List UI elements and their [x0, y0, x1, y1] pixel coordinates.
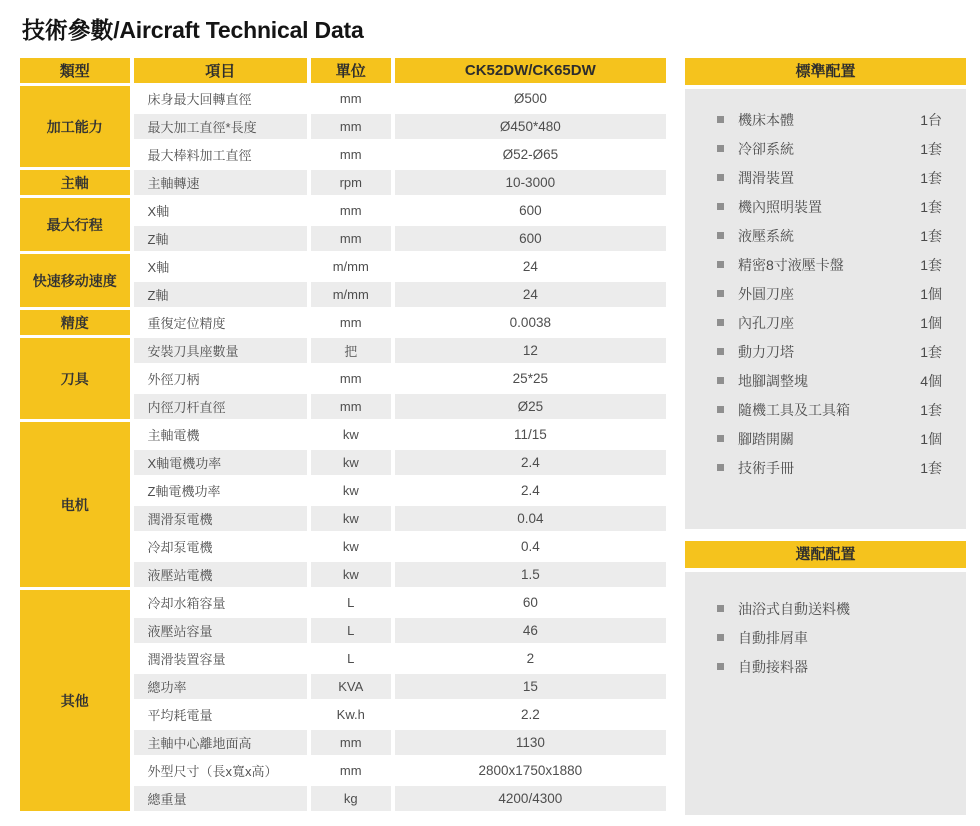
config-item-qty: 1套: [920, 169, 942, 186]
unit-cell: Kw.h: [311, 702, 391, 727]
table-row: [20, 310, 666, 335]
standard-config-list: [685, 89, 966, 529]
side-panels: [685, 58, 966, 815]
standard-config-header: 標準配置: [685, 58, 966, 85]
config-item-label: 冷卻系統: [738, 140, 794, 157]
config-item-label: 隨機工具及工具箱: [738, 401, 850, 418]
value-cell: 11/15: [395, 422, 666, 447]
value-cell: 0.0038: [395, 310, 666, 335]
square-bullet-icon: [717, 203, 724, 210]
config-item-label: 腳踏開關: [738, 430, 794, 447]
list-item: [705, 105, 948, 134]
square-bullet-icon: [717, 464, 724, 471]
unit-cell: KVA: [311, 674, 391, 699]
value-cell: Ø500: [395, 86, 666, 111]
category-cell: 主軸: [20, 170, 130, 195]
value-cell: 2.2: [395, 702, 666, 727]
config-item-qty: 4個: [920, 372, 942, 389]
item-cell: 外型尺寸（長x寬x高）: [134, 758, 307, 783]
optional-config-list: [685, 572, 966, 815]
list-item: [705, 424, 948, 453]
unit-cell: kw: [311, 506, 391, 531]
category-cell: 电机: [20, 422, 130, 587]
value-cell: 24: [395, 282, 666, 307]
config-item-label: 液壓系統: [738, 227, 794, 244]
value-cell: 4200/4300: [395, 786, 666, 811]
list-item: [705, 594, 948, 623]
unit-cell: mm: [311, 198, 391, 223]
config-item-qty: 1個: [920, 285, 942, 302]
category-cell: 其他: [20, 590, 130, 811]
value-cell: 1.5: [395, 562, 666, 587]
category-cell: 精度: [20, 310, 130, 335]
col-header-category: 類型: [20, 58, 130, 83]
list-item: [705, 453, 948, 482]
unit-cell: kw: [311, 478, 391, 503]
config-item-label: 自動接料器: [738, 658, 808, 675]
config-item-label: 精密8寸液壓卡盤: [738, 256, 844, 273]
item-cell: 平均耗電量: [134, 702, 307, 727]
unit-cell: mm: [311, 758, 391, 783]
item-cell: 主軸電機: [134, 422, 307, 447]
table-header-row: [20, 58, 666, 83]
config-item-qty: 1個: [920, 430, 942, 447]
square-bullet-icon: [717, 634, 724, 641]
unit-cell: kw: [311, 450, 391, 475]
square-bullet-icon: [717, 290, 724, 297]
table-row: [20, 170, 666, 195]
value-cell: 2800x1750x1880: [395, 758, 666, 783]
unit-cell: rpm: [311, 170, 391, 195]
unit-cell: m/mm: [311, 282, 391, 307]
item-cell: X軸: [134, 254, 307, 279]
item-cell: 主軸中心離地面高: [134, 730, 307, 755]
category-cell: 快速移动速度: [20, 254, 130, 307]
item-cell: 潤滑装置容量: [134, 646, 307, 671]
optional-config-header: 選配配置: [685, 541, 966, 568]
item-cell: Z軸: [134, 226, 307, 251]
spec-table: [16, 55, 670, 814]
unit-cell: kw: [311, 534, 391, 559]
square-bullet-icon: [717, 145, 724, 152]
optional-config-panel: [685, 541, 966, 815]
list-item: [705, 395, 948, 424]
config-item-qty: 1套: [920, 198, 942, 215]
item-cell: 總功率: [134, 674, 307, 699]
list-item: [705, 623, 948, 652]
list-item: [705, 134, 948, 163]
unit-cell: m/mm: [311, 254, 391, 279]
square-bullet-icon: [717, 663, 724, 670]
content-area: [20, 58, 966, 815]
table-row: [20, 422, 666, 447]
square-bullet-icon: [717, 605, 724, 612]
unit-cell: mm: [311, 366, 391, 391]
square-bullet-icon: [717, 377, 724, 384]
config-item-label: 內孔刀座: [738, 314, 794, 331]
value-cell: 2.4: [395, 450, 666, 475]
table-row: [20, 338, 666, 363]
col-header-item: 項目: [134, 58, 307, 83]
unit-cell: kw: [311, 562, 391, 587]
value-cell: 12: [395, 338, 666, 363]
category-cell: 加工能力: [20, 86, 130, 167]
item-cell: 床身最大回轉直徑: [134, 86, 307, 111]
list-item: [705, 192, 948, 221]
square-bullet-icon: [717, 261, 724, 268]
item-cell: 潤滑泵電機: [134, 506, 307, 531]
list-item: [705, 163, 948, 192]
square-bullet-icon: [717, 174, 724, 181]
value-cell: 15: [395, 674, 666, 699]
unit-cell: L: [311, 646, 391, 671]
category-cell: 刀具: [20, 338, 130, 419]
value-cell: Ø25: [395, 394, 666, 419]
config-item-qty: 1套: [920, 459, 942, 476]
item-cell: 總重量: [134, 786, 307, 811]
category-cell: 最大行程: [20, 198, 130, 251]
config-item-qty: 1套: [920, 401, 942, 418]
table-row: [20, 198, 666, 223]
unit-cell: L: [311, 590, 391, 615]
item-cell: Z軸: [134, 282, 307, 307]
value-cell: 0.4: [395, 534, 666, 559]
table-row: [20, 86, 666, 111]
square-bullet-icon: [717, 116, 724, 123]
value-cell: 46: [395, 618, 666, 643]
col-header-model: CK52DW/CK65DW: [395, 58, 666, 83]
value-cell: 10-3000: [395, 170, 666, 195]
list-item: [705, 250, 948, 279]
page-title: 技術參數/Aircraft Technical Data: [22, 17, 364, 43]
config-item-label: 地腳調整塊: [738, 372, 808, 389]
item-cell: 最大棒料加工直徑: [134, 142, 307, 167]
item-cell: 重復定位精度: [134, 310, 307, 335]
value-cell: 600: [395, 226, 666, 251]
list-item: [705, 221, 948, 250]
col-header-unit: 單位: [311, 58, 391, 83]
config-item-qty: 1套: [920, 256, 942, 273]
table-row: [20, 254, 666, 279]
config-item-label: 技術手冊: [738, 459, 794, 476]
standard-config-panel: [685, 58, 966, 529]
unit-cell: mm: [311, 730, 391, 755]
list-item: [705, 652, 948, 681]
value-cell: 0.04: [395, 506, 666, 531]
config-item-qty: 1套: [920, 140, 942, 157]
value-cell: Ø450*480: [395, 114, 666, 139]
value-cell: 600: [395, 198, 666, 223]
table-row: [20, 590, 666, 615]
unit-cell: mm: [311, 226, 391, 251]
value-cell: 60: [395, 590, 666, 615]
item-cell: 冷却泵電機: [134, 534, 307, 559]
value-cell: 24: [395, 254, 666, 279]
unit-cell: kw: [311, 422, 391, 447]
item-cell: 液壓站容量: [134, 618, 307, 643]
item-cell: 主軸轉速: [134, 170, 307, 195]
square-bullet-icon: [717, 232, 724, 239]
item-cell: 最大加工直徑*長度: [134, 114, 307, 139]
square-bullet-icon: [717, 435, 724, 442]
unit-cell: mm: [311, 86, 391, 111]
config-item-label: 潤滑裝置: [738, 169, 794, 186]
config-item-label: 自動排屑車: [738, 629, 808, 646]
config-item-label: 動力刀塔: [738, 343, 794, 360]
unit-cell: kg: [311, 786, 391, 811]
unit-cell: L: [311, 618, 391, 643]
config-item-label: 外圓刀座: [738, 285, 794, 302]
list-item: [705, 366, 948, 395]
config-item-label: 機床本體: [738, 111, 794, 128]
unit-cell: mm: [311, 114, 391, 139]
item-cell: 内徑刀杆直徑: [134, 394, 307, 419]
square-bullet-icon: [717, 348, 724, 355]
config-item-label: 機內照明裝置: [738, 198, 822, 215]
config-item-qty: 1套: [920, 343, 942, 360]
value-cell: Ø52-Ø65: [395, 142, 666, 167]
item-cell: 冷却水箱容量: [134, 590, 307, 615]
item-cell: 液壓站電機: [134, 562, 307, 587]
config-item-qty: 1台: [920, 111, 942, 128]
item-cell: X軸: [134, 198, 307, 223]
unit-cell: mm: [311, 394, 391, 419]
config-item-qty: 1個: [920, 314, 942, 331]
value-cell: 2.4: [395, 478, 666, 503]
list-item: [705, 279, 948, 308]
config-item-label: 油浴式自動送料機: [738, 600, 850, 617]
unit-cell: mm: [311, 310, 391, 335]
config-item-qty: 1套: [920, 227, 942, 244]
spec-table-body: [20, 86, 666, 811]
square-bullet-icon: [717, 319, 724, 326]
list-item: [705, 308, 948, 337]
unit-cell: 把: [311, 338, 391, 363]
list-item: [705, 337, 948, 366]
item-cell: Z軸電機功率: [134, 478, 307, 503]
value-cell: 25*25: [395, 366, 666, 391]
value-cell: 1130: [395, 730, 666, 755]
item-cell: X軸電機功率: [134, 450, 307, 475]
unit-cell: mm: [311, 142, 391, 167]
square-bullet-icon: [717, 406, 724, 413]
item-cell: 安裝刀具座數量: [134, 338, 307, 363]
value-cell: 2: [395, 646, 666, 671]
item-cell: 外徑刀柄: [134, 366, 307, 391]
